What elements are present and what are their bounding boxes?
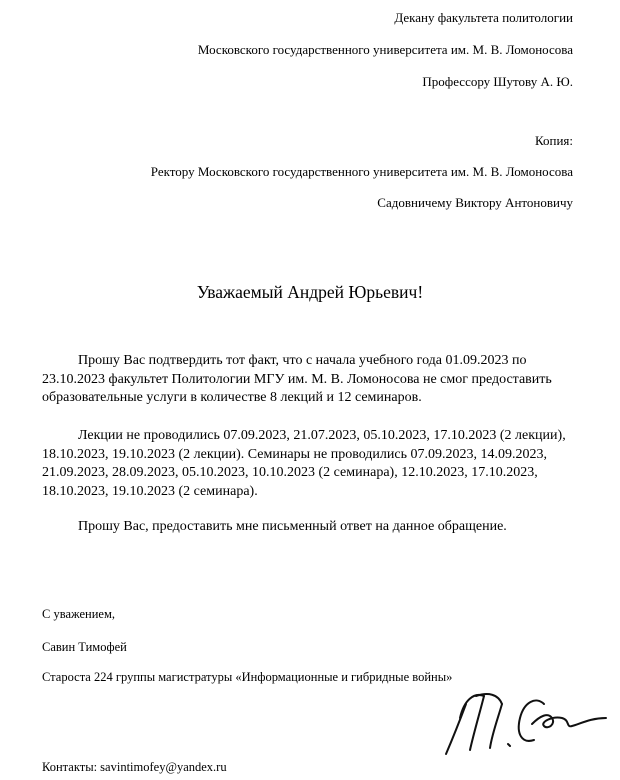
paragraph-request [42,352,578,408]
paragraph-text: Прошу Вас подтвердить тот факт, что с начала учебного года 01.09.2023 по 23.10.2023 факультет Политологии МГУ им. М. В. Ломоносова не смог предоставить образовательные услуги в количестве 8 лекций и 12 семинаров. [42,353,552,405]
paragraph-text: Прошу Вас, предоставить мне письменный ответ на данное обращение. [78,519,507,534]
paragraph-reply-request [42,518,578,537]
paragraph-text: Лекции не проводились 07.09.2023, 21.07.2023, 05.10.2023, 17.10.2023 (2 лекции), 18.10.2023, 19.10.2023 (2 лекции). Семинары не проводились 07.09.2023, 14.09.2023, 21.09.2023, 28.09.2023, 05.10.2023, 10.10.2023 (2 семинара), 12.10.2023, 17.10.2023, 18.10.2023, 19.10.2023 (2 семинара). [42,428,566,499]
addressee-line-professor: Профессору Шутову А. Ю. [422,74,573,89]
closing-name: Савин Тимофей [42,640,127,654]
addressee-line-university: Московского государственного университета им. М. В. Ломоносова [197,42,573,57]
closing-contacts: Контакты: savintimofey@yandex.ru [42,760,227,774]
closing-regards: С уважением, [42,607,115,621]
greeting: Уважаемый Андрей Юрьевич! [196,282,424,302]
copy-line-rector: Ректору Московского государственного университета им. М. В. Ломоносова [150,164,573,179]
paragraph-details [42,427,578,501]
copy-line-name: Садовничему Виктору Антоновичу [377,195,573,210]
addressee-line-dean: Декану факультета политологии [394,10,573,25]
handwritten-signature [440,682,610,764]
closing-position: Староста 224 группы магистратуры «Информационные и гибридные войны» [42,670,453,684]
copy-label: Копия: [534,133,573,148]
